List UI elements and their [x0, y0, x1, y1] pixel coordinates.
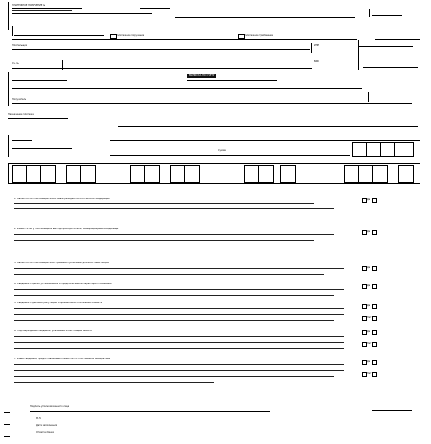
question-2: 2. Имеются ли у плательщика выгодоприобретатели, бенефициарные владельцы: [14, 228, 119, 230]
statement-badge: ВЫПИСКА ПО СЧЕТУ: [189, 74, 215, 77]
form-title: ПЛАТЕЖНОЕ ПОРУЧЕНИЕ №: [12, 4, 46, 7]
footer-stamp: М.П.: [36, 417, 42, 420]
payer-label: Плательщик: [12, 44, 28, 47]
date-cell[interactable]: [40, 165, 56, 183]
date-cell[interactable]: [372, 165, 388, 183]
purpose-label: Назначение платежа: [8, 113, 34, 116]
answer-5[interactable]: Да: [362, 304, 378, 308]
question-5: 5. Сведения о деловой репутации и финансовом положении клиента: [14, 302, 103, 304]
date-cell[interactable]: [80, 165, 96, 183]
bank-label: БИК: [314, 60, 319, 63]
date-cell[interactable]: [398, 165, 414, 183]
answer-7b[interactable]: Нет: [362, 372, 378, 376]
question-3: 3. Является ли плательщик иностранным публичным должностным лицом: [14, 262, 109, 264]
answer-5b[interactable]: Нет: [362, 316, 378, 320]
answer-1[interactable]: Да: [362, 198, 378, 202]
footer-date: Дата заполнения: [36, 424, 57, 427]
amount-cell[interactable]: [394, 142, 414, 157]
answer-6[interactable]: Да: [362, 330, 378, 334]
footer-signature: Подпись уполномоченного лица: [30, 405, 70, 408]
amount-label: Сумма: [218, 149, 226, 152]
date-cell[interactable]: [144, 165, 160, 183]
option-left-label: платежное поручение: [117, 34, 145, 37]
answer-3[interactable]: Да: [362, 266, 378, 270]
recipient-label: Получатель: [12, 98, 27, 101]
question-1: 1. Является ли плательщик налоговым резидентом Российской Федерации: [14, 198, 110, 200]
question-6: 6. Подтверждение сведений, указанных в настоящей анкете: [14, 330, 92, 332]
date-cell[interactable]: [280, 165, 296, 183]
answer-2[interactable]: Да: [362, 230, 378, 234]
account-label: Сч. №: [12, 62, 19, 65]
footer-bank-notes: Отметки банка: [36, 431, 55, 434]
option-right-label: платежное требование: [245, 34, 274, 37]
inn-label: ИНН: [314, 44, 320, 47]
answer-6b[interactable]: Нет: [362, 342, 378, 346]
date-cell[interactable]: [258, 165, 274, 183]
date-cell[interactable]: [184, 165, 200, 183]
answer-4[interactable]: Да: [362, 284, 378, 288]
answer-7[interactable]: Да: [362, 360, 378, 364]
question-7: 7. Иные сведения, предоставленные клиентом по собственной инициативе: [14, 358, 111, 360]
question-4: 4. Сведения о целях установления и предполагаемом характере отношений: [14, 283, 112, 285]
